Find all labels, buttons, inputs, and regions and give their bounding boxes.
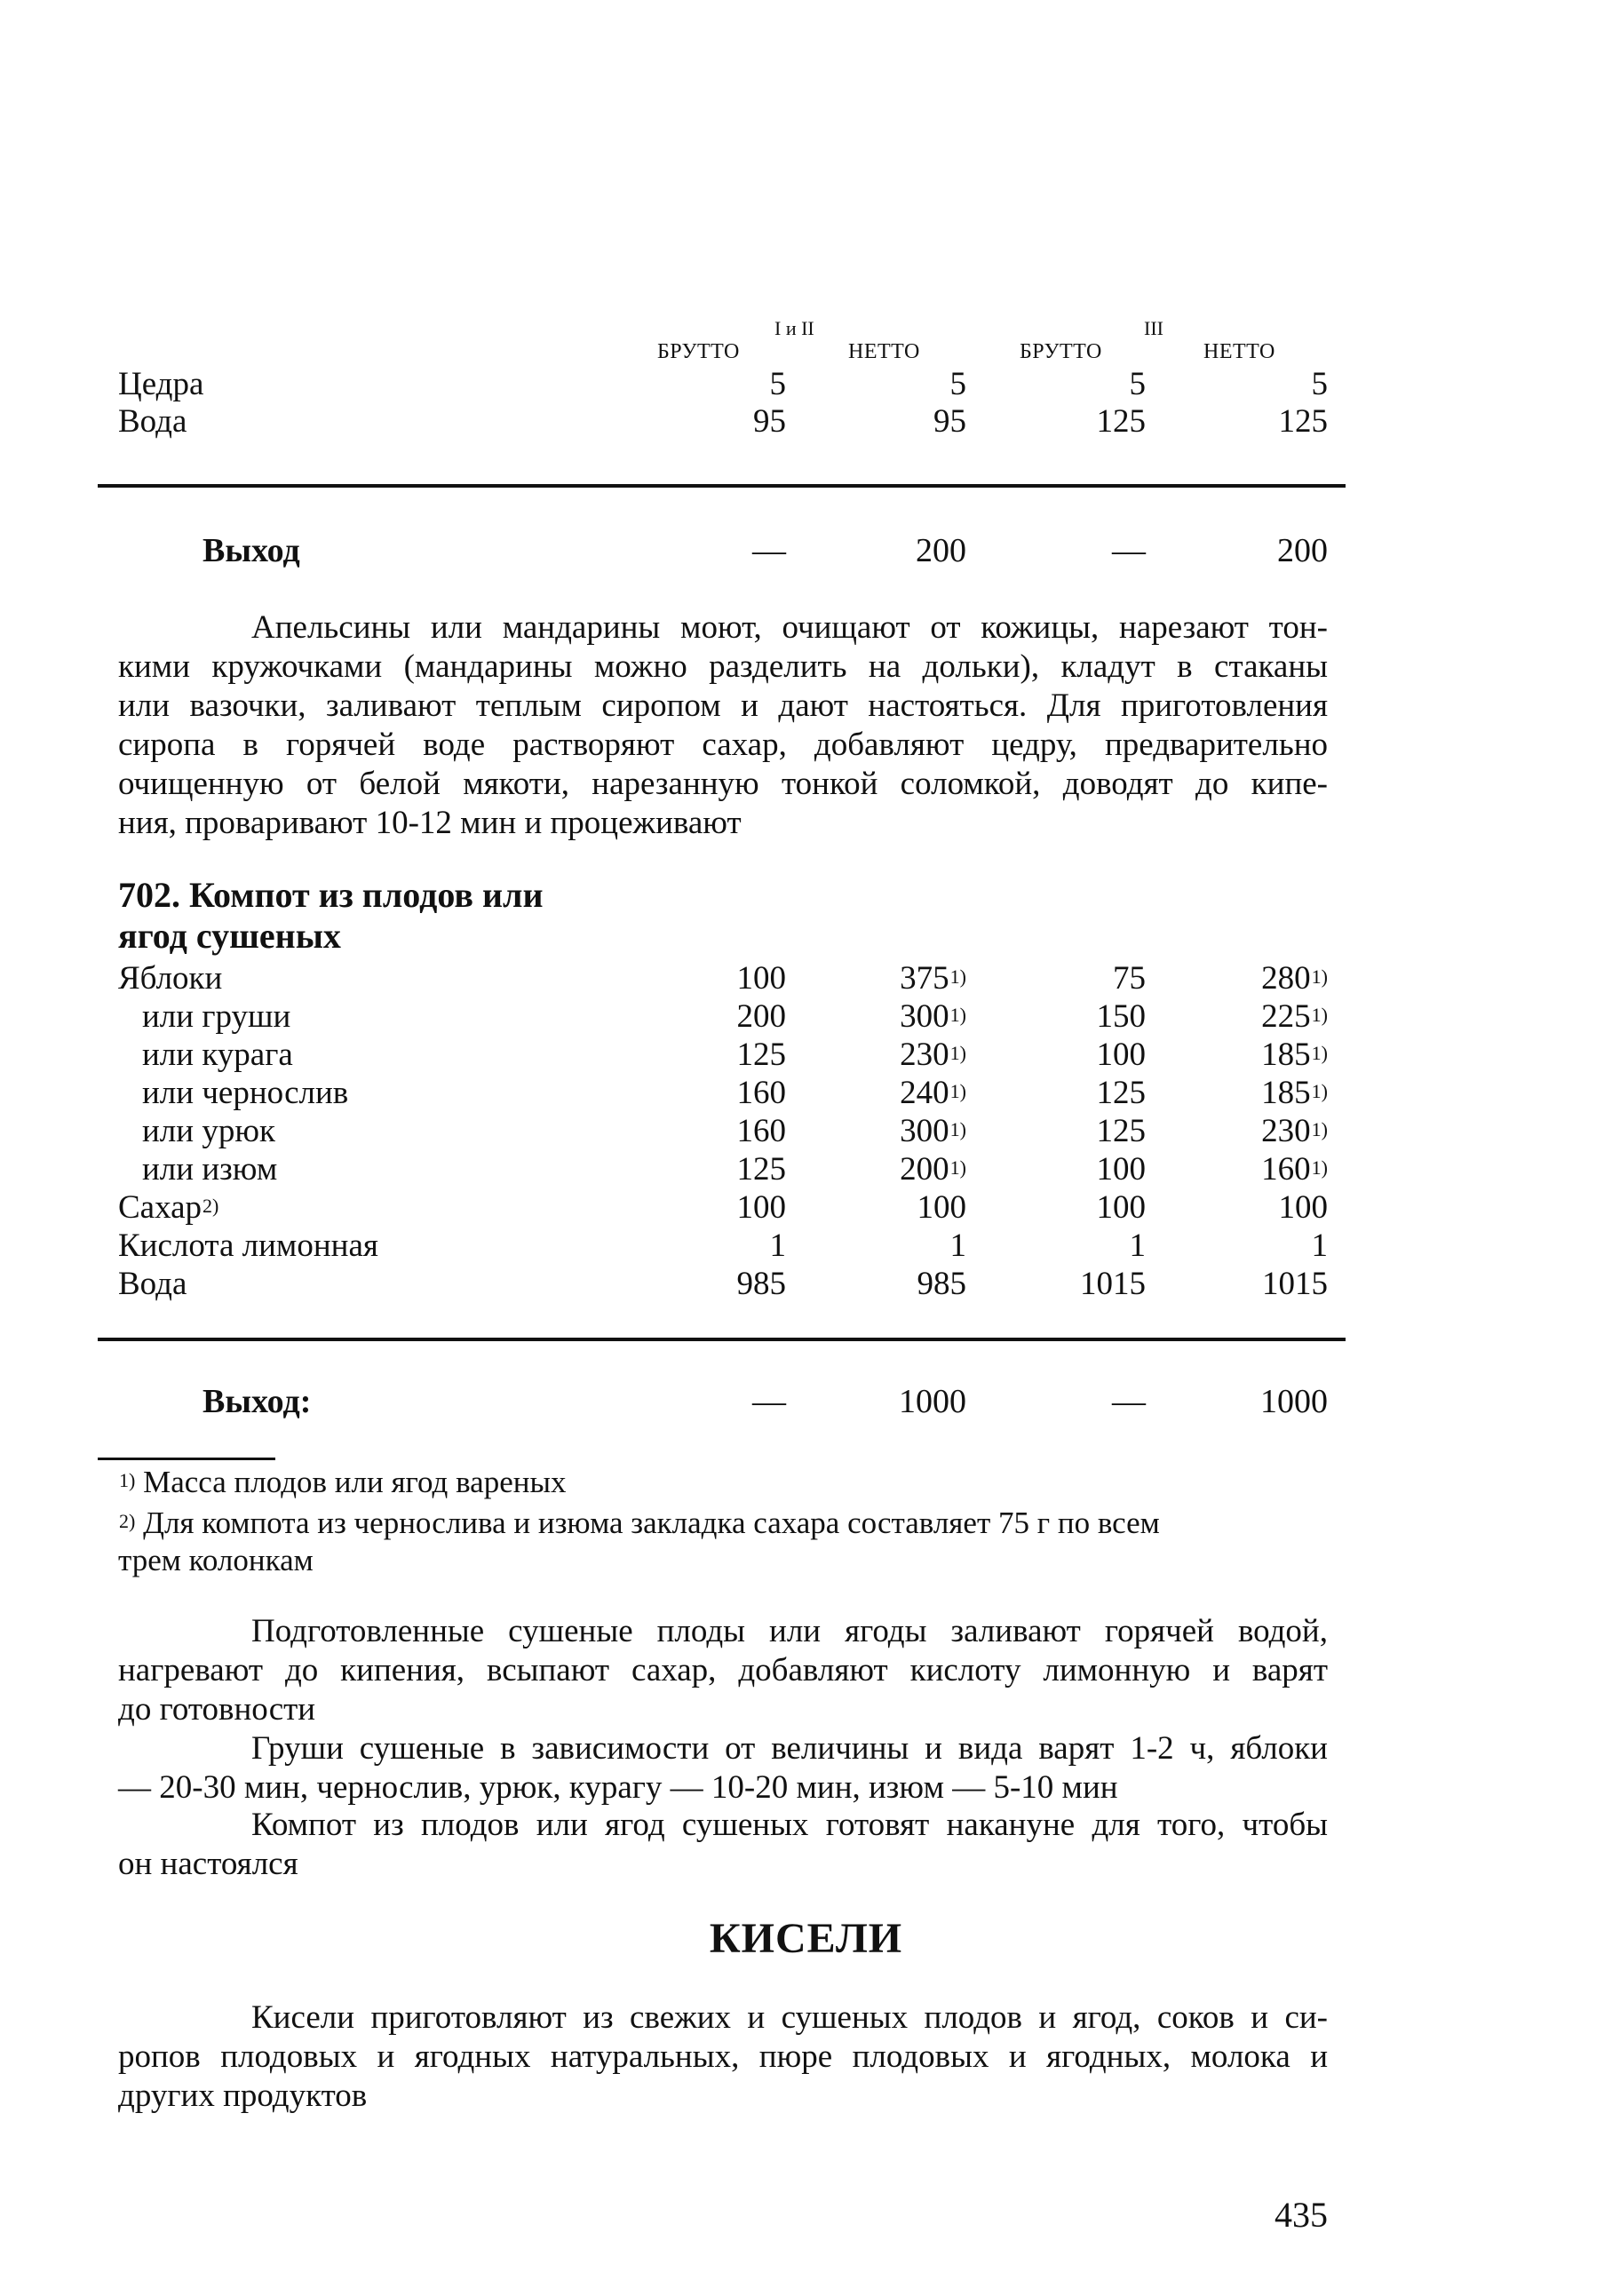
cell-netto-3: 1 <box>1311 1227 1328 1264</box>
footnote-mark: 1) <box>949 1156 966 1179</box>
cell-brutto-1: 100 <box>736 1189 786 1226</box>
cell-brutto-1: 160 <box>736 1075 786 1111</box>
cell-netto-1: 985 <box>917 1266 966 1302</box>
cell-brutto-1: 985 <box>736 1266 786 1302</box>
row-label: или изюм <box>142 1151 278 1188</box>
cell-brutto-3: 125 <box>1096 1075 1146 1111</box>
cell-brutto-3: 100 <box>1096 1151 1146 1188</box>
yield-brutto-3: — <box>1112 532 1146 569</box>
table-row <box>0 1188 1612 1227</box>
row-label: или урюк <box>142 1113 275 1149</box>
yield-netto-1: 200 <box>916 532 966 569</box>
table-rule <box>98 484 1346 488</box>
row-label: или груши <box>142 998 291 1035</box>
cell-netto-1: 240$^{1)}$ <box>900 1075 966 1111</box>
footnote-mark: 1) <box>119 1469 136 1491</box>
cell-netto-1: 300$^{1)}$ <box>900 1113 966 1149</box>
table-row <box>0 1265 1612 1304</box>
recipe-title-line2: ягод сушеных <box>118 916 341 956</box>
cell-brutto-1: 125 <box>736 1037 786 1073</box>
cell-brutto-3: 1015 <box>1080 1266 1146 1302</box>
footnote-mark: 2) <box>202 1195 219 1217</box>
yield-label: Выход: <box>202 1383 312 1420</box>
cell-brutto-3: 1 <box>1129 1227 1146 1264</box>
cell-netto-3: 230$^{1)}$ <box>1261 1113 1328 1149</box>
cell-brutto-3: 75 <box>1113 960 1146 997</box>
cell-brutto-3: 125 <box>1096 403 1146 440</box>
paragraph-infuse: Компот из плодов или ягод сушеных готовят накануне для того, чтобы он настоялся <box>118 1807 1328 1882</box>
row-label: Кислота лимонная <box>118 1227 378 1264</box>
cell-brutto-1: 5 <box>769 366 786 402</box>
yield-netto-3: 200 <box>1277 532 1328 569</box>
yield-brutto-1: — <box>752 532 786 569</box>
cell-brutto-1: 1 <box>769 1227 786 1264</box>
col-head-netto-1: НЕТТО <box>848 340 920 363</box>
col-head-netto-3: НЕТТО <box>1203 340 1275 363</box>
cell-netto-1: 100 <box>917 1189 966 1226</box>
table-rule <box>98 1338 1346 1341</box>
yield-label: Выход <box>202 532 300 569</box>
paragraph-prep: Подготовленные сушеные плоды или ягоды заливают горячей водой, нагревают до кипения, всыпают сахар, добавляют кислоту лимонную и варят до готовности <box>118 1613 1328 1728</box>
cell-netto-3: 1015 <box>1262 1266 1328 1302</box>
footnote-text: Для компота из чернослива и изюма закладка сахара составляет 75 г по всем <box>143 1506 1160 1540</box>
cell-netto-1: 230$^{1)}$ <box>900 1037 966 1073</box>
recipe-title-line1: 702. Компот из плодов или <box>118 875 544 915</box>
paragraph-cooking-times: Груши сушеные в зависимости от величины и вида варят 1-2 ч, яблоки — 20-30 мин, чернослив, урюк, курагу — 10-20 мин, изюм — 5-10 мин <box>118 1730 1328 1806</box>
cell-netto-3: 185$^{1)}$ <box>1261 1037 1328 1073</box>
footnote-text: Масса плодов или ягод вареных <box>143 1465 567 1499</box>
page-number: 435 <box>1275 2195 1328 2235</box>
footnote-mark: 1) <box>949 965 966 988</box>
table-row <box>0 1150 1612 1189</box>
cell-brutto-1: 200 <box>736 998 786 1035</box>
row-label: Цедра <box>118 366 204 402</box>
row-label: Сахар$^{2)}$ <box>118 1189 219 1226</box>
row-label: Яблоки <box>118 960 223 997</box>
table-row <box>0 1112 1612 1151</box>
cell-brutto-3: 100 <box>1096 1037 1146 1073</box>
paragraph-orange-prep: Апельсины или мандарины моют, очищают от кожицы, нарезают тон- кими кружочками (мандарины можно разделить на дольки), кладут в стаканы или вазочки, заливают теплым сиропом и дают настояться. Для приготовления сиропа в горячей воде растворяют сахар, добавляют цедру, предварительно очищенную от белой мякоти, нарезанную тонкой соломкой, доводят до кипе- ния, проваривают 10-12 мин и процеживают <box>118 609 1328 841</box>
footnote-mark: 1) <box>1311 1042 1328 1064</box>
table-row <box>0 1227 1612 1266</box>
cell-netto-3: 5 <box>1311 366 1328 402</box>
table-row <box>0 1036 1612 1075</box>
cell-brutto-3: 5 <box>1129 366 1146 402</box>
cell-brutto-1: 160 <box>736 1113 786 1149</box>
row-label: Вода <box>118 1266 187 1302</box>
cell-brutto-3: 150 <box>1096 998 1146 1035</box>
table-row <box>0 959 1612 998</box>
col-head-brutto-1: БРУТТО <box>657 340 740 363</box>
cell-brutto-3: 125 <box>1096 1113 1146 1149</box>
footnote-mark: 1) <box>1311 965 1328 988</box>
footnote-mark: 1) <box>949 1004 966 1026</box>
yield-netto-3: 1000 <box>1260 1383 1328 1420</box>
yield-brutto-1: — <box>752 1383 786 1420</box>
row-label: или чернослив <box>142 1075 349 1111</box>
cell-brutto-1: 125 <box>736 1151 786 1188</box>
footnote-mark: 1) <box>1311 1118 1328 1140</box>
cell-netto-3: 280$^{1)}$ <box>1261 960 1328 997</box>
cell-brutto-1: 100 <box>736 960 786 997</box>
footnote-mark: 2) <box>119 1510 136 1532</box>
footnote-mark: 1) <box>1311 1156 1328 1179</box>
group-head-3: III <box>1144 317 1163 339</box>
cell-netto-3: 125 <box>1278 403 1328 440</box>
footnote-1 <box>118 1464 1328 1501</box>
table-row <box>0 402 1612 441</box>
table-row <box>0 997 1612 1037</box>
cell-netto-1: 5 <box>949 366 966 402</box>
cell-netto-3: 225$^{1)}$ <box>1261 998 1328 1035</box>
cell-netto-3: 160$^{1)}$ <box>1261 1151 1328 1188</box>
footnote-mark: 1) <box>949 1042 966 1064</box>
table-row <box>0 1074 1612 1113</box>
group-head-1-2: I и II <box>774 317 814 339</box>
footnote-mark: 1) <box>1311 1080 1328 1102</box>
row-label: или курага <box>142 1037 293 1073</box>
footnote-mark: 1) <box>1311 1004 1328 1026</box>
cell-netto-1: 375$^{1)}$ <box>900 960 966 997</box>
cell-netto-1: 300$^{1)}$ <box>900 998 966 1035</box>
cell-netto-3: 100 <box>1278 1189 1328 1226</box>
table-row <box>0 365 1612 404</box>
cell-netto-1: 1 <box>949 1227 966 1264</box>
cell-brutto-1: 95 <box>753 403 786 440</box>
cell-netto-1: 200$^{1)}$ <box>900 1151 966 1188</box>
footnote-rule <box>98 1458 275 1460</box>
yield-netto-1: 1000 <box>899 1383 966 1420</box>
row-label: Вода <box>118 403 187 440</box>
cell-netto-3: 185$^{1)}$ <box>1261 1075 1328 1111</box>
cell-brutto-3: 100 <box>1096 1189 1146 1226</box>
footnote-mark: 1) <box>949 1080 966 1102</box>
footnote-2 <box>118 1505 1328 1579</box>
section-title: КИСЕЛИ <box>709 1915 903 1962</box>
cell-netto-1: 95 <box>933 403 966 440</box>
col-head-brutto-3: БРУТТО <box>1020 340 1102 363</box>
footnote-text: трем колонкам <box>118 1543 314 1577</box>
footnote-mark: 1) <box>949 1118 966 1140</box>
paragraph-kiseli: Кисели приготовляют из свежих и сушеных плодов и ягод, соков и си- ропов плодовых и ягодных натуральных, пюре плодовых и ягодных, молока и других продуктов <box>118 1999 1328 2114</box>
yield-brutto-3: — <box>1112 1383 1146 1420</box>
